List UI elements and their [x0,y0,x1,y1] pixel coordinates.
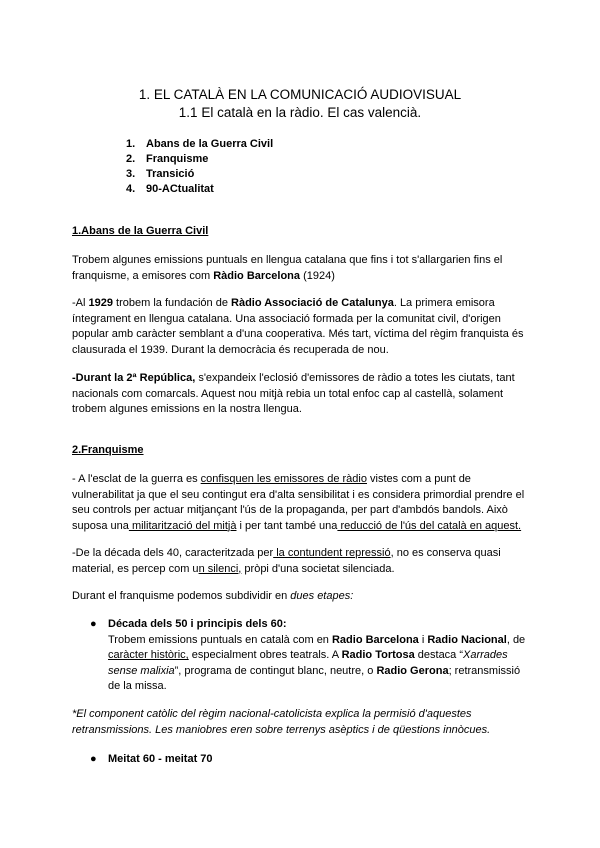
bullet-decada-50: Década dels 50 i principis dels 60: Trobem emissions puntuals en català com en Radio Barcelona i Radio Nacional, de caràcter històric, especialment obres teatrals. A Radio Tortosa destaca “Xarrades sense malixia”, programa de contingut blanc, neutre, o Radio Gerona; retransmissió de la missa. [108,618,526,693]
section-heading-abans: 1.Abans de la Guerra Civil [72,225,209,237]
bullet-icon: ● [90,618,97,630]
paragraph-1929: -Al 1929 trobem la fundación de Ràdio Associació de Catalunya. La primera emisora íntegrament en llengua catalana. Una associació formada per la comunitat civil, d'origen popular amb caràcter semblant a d'una cooperativa. Més tart, víctima del règim franquista és clausurada el 1939. Durant la democràcia és recuperada de nou. [72,297,524,356]
toc-item: 2. Franquisme [126,153,209,165]
paragraph-republica: -Durant la 2ª República, s'expandeix l'eclosió d'emissores de ràdio a totes les ciutats, tant nacionals com comarcals. Aquest nou mitjà rebia un total enfoc cap al castellà, solament trobem algunes emissions en la nostra llengua. [72,372,515,416]
bullet-icon: ● [90,753,97,765]
note-catolic: *El component catòlic del règim nacional-catolicista explica la permisió d'aquestes retransmissions. Les maniobres eren sobre terrenys asèptics i de qüestions innòcues. [72,708,491,736]
paragraph-etapes: Durant el franquisme podemos subdividir en dues etapes: [72,590,354,602]
paragraph-decada-40: -De la década dels 40, caracteritzada per la contundent repressió, no es conserva quasi material, es percep com un silenci, pròpi d'una societat silenciada. [72,547,501,575]
paragraph-intro: Trobem algunes emissions puntuals en llengua catalana que fins i tot s'allargarien fins el franquisme, a emisores com Ràdio Barcelona (1924) [72,254,503,282]
toc-item: 3. Transició [126,168,195,180]
paragraph-guerra: - A l'esclat de la guerra es confisquen les emissores de ràdio vistes com a punt de vulnerabilitat ja que el seu contingut era d'alta sensibilitat i es considera primordial prendre el seu controls per actuar mitjançant l'ús de la propaganda, per part d'ambdós bandols. Això suposa una militarització del mitjà i per tant també una reducció de l'ús del català en aquest. [72,473,525,532]
toc-item: 4. 90-ACtualitat [126,183,214,195]
document-subtitle: 1.1 El català en la ràdio. El cas valencià. [178,105,422,120]
bullet-meitat-60: Meitat 60 - meitat 70 [108,753,213,765]
section-heading-franquisme: 2.Franquisme [72,444,144,456]
document-title: 1. EL CATALÀ EN LA COMUNICACIÓ AUDIOVISUAL [138,87,462,102]
table-of-contents [126,137,273,197]
toc-item: 1. Abans de la Guerra Civil [126,138,274,150]
